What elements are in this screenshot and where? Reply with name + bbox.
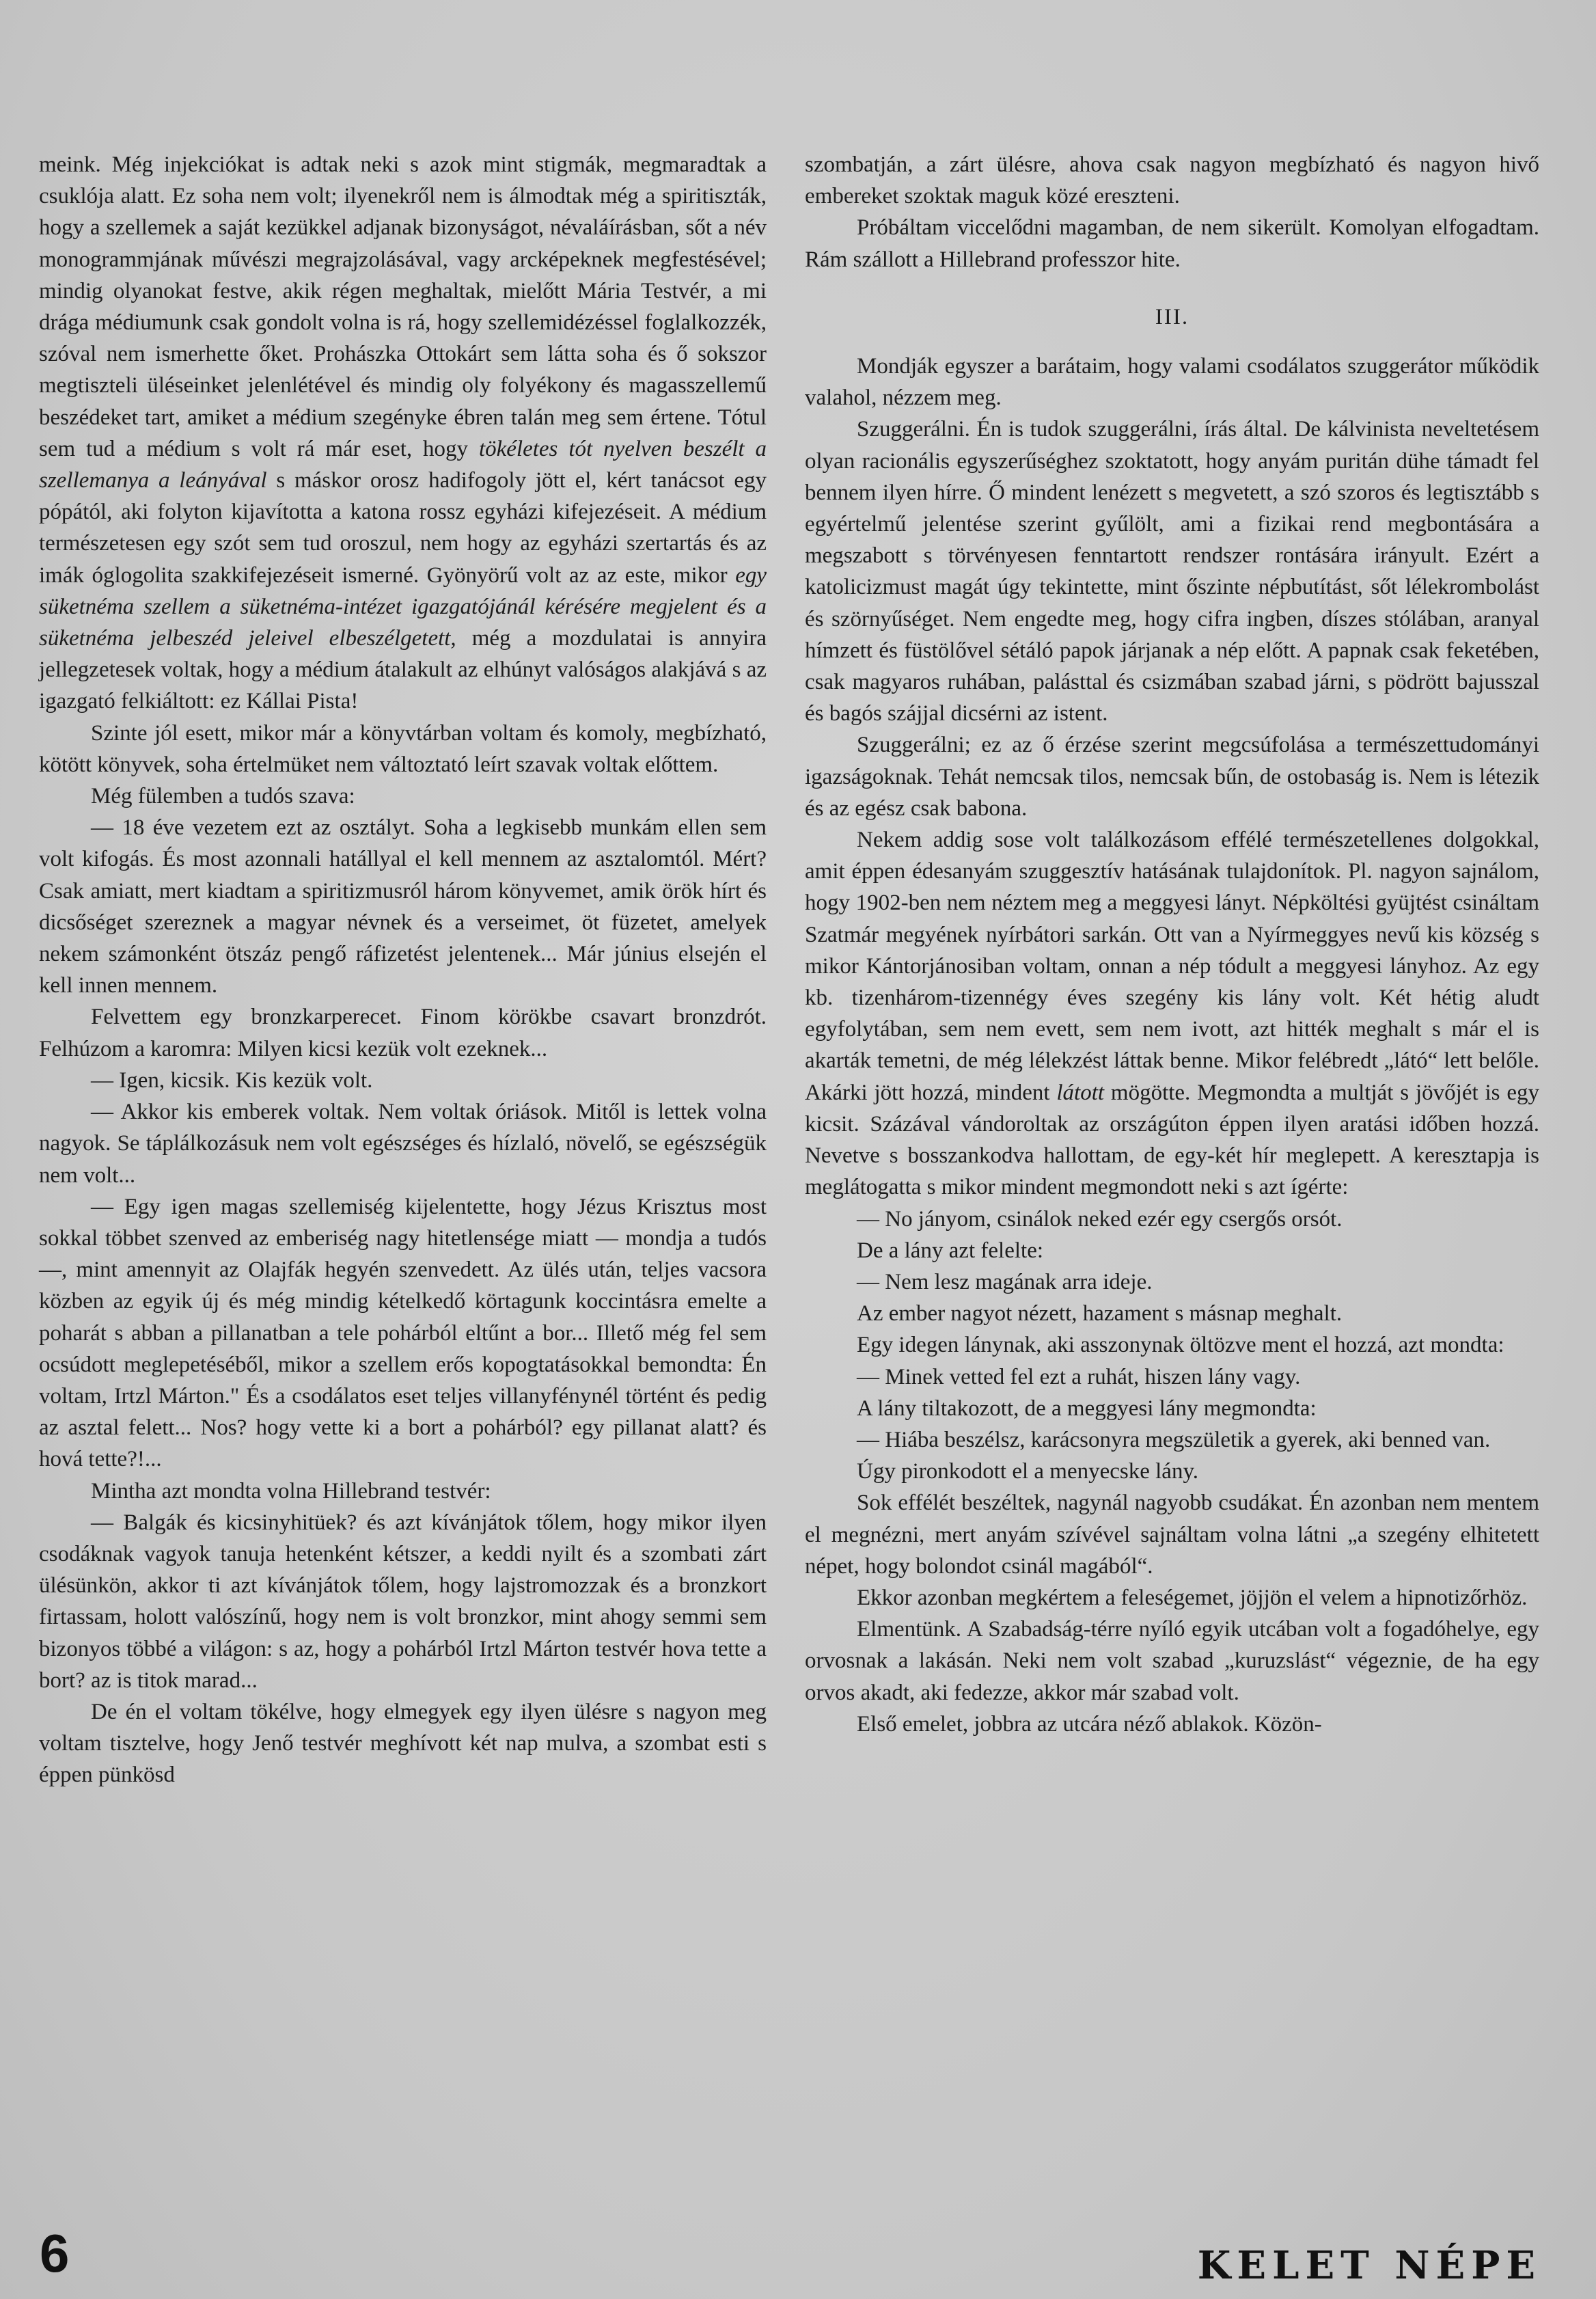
text-run: A lány tiltakozott, de a meggyesi lány megmondta: bbox=[857, 1396, 1317, 1421]
paragraph bbox=[805, 149, 1539, 212]
text-run: Mintha azt mondta volna Hillebrand testvér: bbox=[91, 1478, 491, 1504]
text-run: szombatján, a zárt ülésre, ahova csak nagyon megbízható és nagyon hivő embereket szoktak maguk közé ereszteni. bbox=[805, 152, 1539, 209]
paragraph bbox=[805, 1298, 1539, 1329]
text-run: Első emelet, jobbra az utcára néző ablakok. Közön- bbox=[857, 1711, 1322, 1737]
text-run: — 18 éve vezetem ezt az osztályt. Soha a legkisebb munkám ellen sem volt kifogás. És most azonnali hatállyal el kell mennem az asztalomtól. Mért? Csak amiatt, mert kiadtam a spiritizmusról három könyvemet, amik örök hírt és dicsőséget szereznek a magyar névnek és a verseimet, öt füzetet, amelyek nekem számonként ötszáz pengő ráfizetést jelentenek... Már június elsején el kell innen mennem. bbox=[39, 815, 767, 998]
paragraph bbox=[805, 1456, 1539, 1487]
text-run: — Egy igen magas szellemiség kijelentette, hogy Jézus Krisztus most sokkal többet szenved az emberiség nagy hitetlensége miatt — mondja a tudós —, mint amennyit az Olajfák hegyén szenvedett. Az ülés után, teljes vacsora közben az egyik új és még mindig kételkedő körtagunk koccintásra emelte a poharát s abban a pillanatban a tele pohárból eltűnt a bor... Illető még fel sem ocsúdott meglepetéséből, mikor a szellem erős kopogtatásokkal bemondta: Én voltam, Irtzl Márton." És a csodálatos eset teljes villanyfénynél történt és pedig az asztal felett... Nos? hogy vette ki a bort a pohárból? egy pillanat alatt? és hová tette?!... bbox=[39, 1194, 767, 1472]
italic-text: egy süketnéma szellem a süketnéma-intézet igazgatójánál kérésére megjelent és a süketnéma jelbeszéd jeleivel elbeszélgetett, bbox=[39, 562, 767, 651]
text-run: mögötte. Megmondta a multját s jövőjét is egy kicsit. Százával vándoroltak az országúton éppen ilyen aratási időben hozzá. Nevetve s bosszankodva hallottam, de egy-két hír meglepett. A keresztapja is meglátogatta s mikor mindent megmondott neki s azt ígérte: bbox=[805, 1080, 1539, 1200]
text-run: Szuggerálni; ez az ő érzése szerint megcsúfolása a természettudományi igazságoknak. Tehát nemcsak tilos, nemcsak bűn, de ostobaság is. Nem is létezik és az egész csak babona. bbox=[805, 733, 1539, 821]
paragraph bbox=[39, 1096, 767, 1191]
text-run: Úgy pironkodott el a menyecske lány. bbox=[857, 1459, 1199, 1484]
text-run: meink. Még injekciókat is adtak neki s azok mint stigmák, megmaradtak a csuklója alatt. Ez soha nem volt; ilyenekről nem is álmodtak még a spiritiszták, hogy a szellemek a saját kezükkel adjanak bizonyságot, névaláírásban, sőt a név monogrammjának művészi megrajzolásával, vagy arcképeknek megfestésével; mindig olyanokat festve, akik régen meghaltak, mielőtt Mária Testvér, a mi drága médiumunk csak gondolt volna is rá, hogy szellemidézéssel foglalkozzék, szóval nem ismerhette őket. Prohászka Ottokárt sem látta soha és ő sokszor megtiszteli üléseinket jelenlétével és mindig oly folyékony és magasszellemű beszédeket tart, amiket a médium szegényke ébren talán meg sem értene. Tótul sem tud a médium s volt rá már eset, hogy bbox=[39, 152, 767, 461]
text-run: De én el voltam tökélve, hogy elmegyek egy ilyen ülésre s nagyon meg voltam tisztelve, hogy Jenő testvér meghívott két nap mulva, a szombat esti s éppen pünkösd bbox=[39, 1699, 767, 1788]
text-run: Mondják egyszer a barátaim, hogy valami csodálatos szuggerátor működik valahol, nézzem meg. bbox=[805, 354, 1539, 411]
text-run: Az ember nagyot nézett, hazament s másnap meghalt. bbox=[857, 1301, 1343, 1327]
text-run: — Hiába beszélsz, karácsonyra megszületik a gyerek, aki benned van. bbox=[857, 1427, 1491, 1452]
paragraph bbox=[805, 1487, 1539, 1582]
page-number: 6 bbox=[40, 2223, 70, 2283]
text-run: még a mozdulatai is annyira jellegzetesek voltak, hogy a médium átalakult az elhúnyt valóságos alakjává s az igazgató felkiáltott: ez Kállai Pista! bbox=[39, 626, 767, 714]
paragraph bbox=[39, 812, 767, 1001]
paragraph bbox=[805, 1266, 1539, 1298]
text-run: Szuggerálni. Én is tudok szuggerálni, írás által. De kálvinista neveltetésem olyan racionális egyszerűséghez szoktatott, hogy anyám puritán dühe támadt fel bennem ilyen hírre. Ő mindent lenézett s megvetett, a szó szoros és legtisztább s egyértelmű jelentése szerint gyűlölt, ami a fizikai rend megbontására a megszabott s törvényesen fenntartott rendszer rontására irányult. Ezért a katolicizmust magát úgy tekintette, mint őszinte népbutítást, sőt lélekrombolást és szörnyűséget. Nem engedte meg, hogy cifra ingben, díszes stólában, aranyal hímzett és füstölővel sétáló papok járjanak a nép előtt. A papnak csak feketében, csak magyaros ruhában, palásttal és csizmában szabad járni, s pödrött bajusszal és bagós szájjal dicsérni az istent. bbox=[805, 417, 1539, 726]
paragraph bbox=[805, 1424, 1539, 1456]
text-run: Felvettem egy bronzkarperecet. Finom körökbe csavart bronzdrót. Felhúzom a karomra: Milyen kicsi kezük volt ezeknek... bbox=[39, 1005, 767, 1061]
paragraph bbox=[39, 1001, 767, 1064]
paragraph bbox=[805, 824, 1539, 1203]
paragraph bbox=[805, 1361, 1539, 1393]
text-run: Elmentünk. A Szabadság-térre nyíló egyik utcában volt a fogadóhelye, egy orvosnak a lakásán. Neki nem volt szabad „kuruzslást“ végeznie, de ha egy orvos akadt, aki fedezze, akkor már szabad volt. bbox=[805, 1617, 1539, 1705]
text-run: Szinte jól esett, mikor már a könyvtárban voltam és komoly, megbízható, kötött könyvek, soha értelmüket nem változtató leírt szavak voltak előttem. bbox=[39, 720, 767, 777]
left-column bbox=[39, 149, 767, 1791]
text-run: — No jányom, csinálok neked ezér egy csergős orsót. bbox=[857, 1206, 1343, 1232]
text-run: — Balgák és kicsinyhitüek? és azt kívánjátok tőlem, hogy mikor ilyen csodáknak vagyok tanuja hetenként kétszer, a keddi nyilt és a szombati zárt ülésünkön, akkor ti azt kívánjátok tőlem, hogy lajstromozzak és a bronzkort firtassam, holott valószínű, hogy nem is volt bronzkor, mint ahogy semmi sem bizonyos többé a világon: s az, hogy a pohárból Irtzl Márton testvér hova tette a bort? az is titok marad... bbox=[39, 1510, 767, 1693]
paragraph bbox=[805, 212, 1539, 275]
paragraph bbox=[805, 1329, 1539, 1361]
paragraph bbox=[805, 1709, 1539, 1740]
paragraph bbox=[805, 1582, 1539, 1614]
text-run: — Akkor kis emberek voltak. Nem voltak óriások. Mitől is lettek volna nagyok. Se táplálkozásuk nem volt egészséges és hízlaló, növelő, se egészségük nem volt... bbox=[39, 1100, 767, 1188]
paragraph bbox=[39, 1475, 767, 1507]
paragraph bbox=[805, 413, 1539, 729]
text-run: Ekkor azonban megkértem a feleségemet, jöjjön el velem a hipnotizőrhöz. bbox=[857, 1585, 1528, 1610]
text-run: Egy idegen lánynak, aki asszonynak öltözve ment el hozzá, azt mondta: bbox=[857, 1333, 1504, 1358]
paragraph bbox=[805, 1235, 1539, 1266]
paragraph bbox=[805, 729, 1539, 824]
paragraph bbox=[39, 1507, 767, 1696]
right-column bbox=[805, 149, 1539, 1740]
text-run: Még fülemben a tudós szava: bbox=[91, 784, 355, 809]
paragraph bbox=[39, 1696, 767, 1791]
paragraph bbox=[805, 1614, 1539, 1709]
paragraph bbox=[805, 1203, 1539, 1235]
publication-name: KELET NÉPE bbox=[1197, 2243, 1541, 2288]
text-run: Próbáltam viccelődni magamban, de nem sikerült. Komolyan elfogadtam. Rám szállott a Hillebrand professzor hite. bbox=[805, 215, 1539, 272]
paragraph bbox=[805, 1393, 1539, 1424]
text-run: De a lány azt felelte: bbox=[857, 1238, 1044, 1263]
text-run: Nekem addig sose volt találkozásom effélé természetellenes dolgokkal, amit éppen édesanyám szuggesztív hatásának tulajdonítok. Pl. nagyon sajnálom, hogy 1902-ben nem néztem meg a meggyesi lányt. Népköltési gyüjtést csináltam Szatmár megyének nyírbátori sarkán. Ott van a Nyírmeggyes nevű kis község s mikor Kántorjánosiban voltam, onnan a nép tódult a meggyesi lányhoz. Az egy kb. tizenhárom-tizennégy éves szegény kis lány volt. Két hétig aludt egyfolytában, sem nem evett, sem nem ivott, azt hitték meghalt s már el is akarták temetni, de még lélekzést láttak benne. Mikor felébredt „látó“ lett belőle. Akárki jött hozzá, mindent bbox=[805, 828, 1539, 1105]
section-heading: III. bbox=[1155, 304, 1189, 329]
text-run: — Nem lesz magának arra ideje. bbox=[857, 1269, 1153, 1294]
paragraph bbox=[39, 780, 767, 812]
text-run: Sok effélét beszéltek, nagynál nagyobb csudákat. Én azonban nem mentem el megnézni, mert anyám szívével sajnáltam volna látni „a szegény elhitetett népet, hogy bolondot csinál magából“. bbox=[805, 1491, 1539, 1579]
paragraph bbox=[39, 718, 767, 780]
text-run: s máskor orosz hadifogoly jött el, kért tanácsot egy pópától, aki folyton kijavította a katona rossz egyházi kifejezéseit. A médium természetesen egy szót sem tud oroszul, nem hogy az egyházi szertartás és az imák óglogolita szakkifejezéseit ismerné. Gyönyörű volt az az este, mikor bbox=[39, 468, 767, 588]
italic-text: látott bbox=[1056, 1080, 1105, 1105]
text-run: — Minek vetted fel ezt a ruhát, hiszen lány vagy. bbox=[857, 1364, 1301, 1389]
paragraph bbox=[805, 351, 1539, 413]
italic-text: tökéletes tót nyelven beszélt a szellemanya a leányával bbox=[39, 436, 767, 493]
paragraph bbox=[39, 1065, 767, 1096]
paragraph bbox=[39, 1191, 767, 1475]
text-run: — Igen, kicsik. Kis kezük volt. bbox=[91, 1067, 373, 1093]
paragraph bbox=[39, 149, 767, 718]
